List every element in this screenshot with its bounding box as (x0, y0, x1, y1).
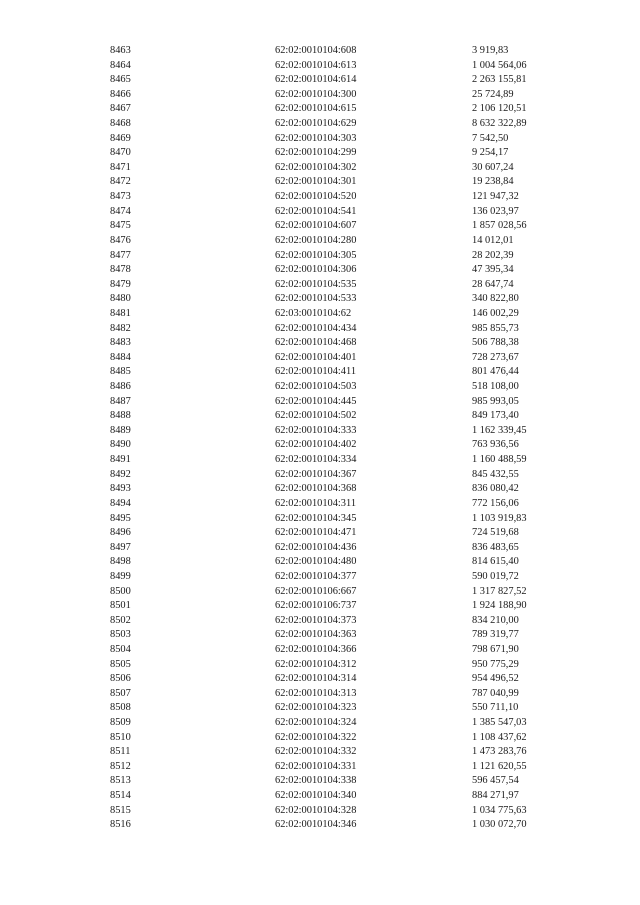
table-row (0, 438, 640, 453)
table-row (0, 102, 640, 117)
value-cell: 2 106 120,51 (472, 103, 527, 115)
cadastral-number: 62:02:0010106:667 (275, 585, 357, 597)
row-number: 8465 (110, 74, 131, 86)
table-row (0, 658, 640, 673)
value-cell: 1 317 827,52 (472, 585, 527, 597)
row-number: 8516 (110, 819, 131, 831)
value-cell: 7 542,50 (472, 132, 509, 144)
table-row (0, 44, 640, 59)
value-cell: 19 238,84 (472, 176, 514, 188)
cadastral-number: 62:02:0010104:300 (275, 88, 357, 100)
cadastral-number: 62:02:0010104:313 (275, 687, 357, 699)
cadastral-number: 62:02:0010104:436 (275, 541, 357, 553)
row-number: 8489 (110, 424, 131, 436)
table-row (0, 731, 640, 746)
row-number: 8506 (110, 673, 131, 685)
value-cell: 814 615,40 (472, 556, 519, 568)
row-number: 8466 (110, 88, 131, 100)
row-number: 8512 (110, 760, 131, 772)
value-cell: 1 034 775,63 (472, 804, 527, 816)
table-row (0, 570, 640, 585)
row-number: 8476 (110, 234, 131, 246)
row-number: 8481 (110, 307, 131, 319)
value-cell: 849 173,40 (472, 410, 519, 422)
cadastral-number: 62:02:0010104:541 (275, 205, 357, 217)
table-row (0, 132, 640, 147)
value-cell: 1 162 339,45 (472, 424, 527, 436)
row-number: 8504 (110, 643, 131, 655)
table-row (0, 278, 640, 293)
table-row (0, 146, 640, 161)
cadastral-number: 62:02:0010104:324 (275, 717, 357, 729)
table-row (0, 804, 640, 819)
data-table (0, 44, 640, 833)
table-row (0, 628, 640, 643)
table-row (0, 292, 640, 307)
value-cell: 590 019,72 (472, 570, 519, 582)
cadastral-number: 62:02:0010104:533 (275, 293, 357, 305)
row-number: 8477 (110, 249, 131, 261)
cadastral-number: 62:02:0010104:323 (275, 702, 357, 714)
table-row (0, 672, 640, 687)
row-number: 8474 (110, 205, 131, 217)
table-row (0, 263, 640, 278)
value-cell: 28 202,39 (472, 249, 514, 261)
value-cell: 1 924 188,90 (472, 600, 527, 612)
row-number: 8470 (110, 147, 131, 159)
table-row (0, 701, 640, 716)
row-number: 8486 (110, 381, 131, 393)
table-row (0, 395, 640, 410)
value-cell: 1 857 028,56 (472, 220, 527, 232)
table-row (0, 249, 640, 264)
value-cell: 836 080,42 (472, 483, 519, 495)
table-row (0, 307, 640, 322)
cadastral-number: 62:02:0010104:468 (275, 337, 357, 349)
row-number: 8464 (110, 59, 131, 71)
row-number: 8473 (110, 191, 131, 203)
table-row (0, 190, 640, 205)
row-number: 8511 (110, 746, 131, 758)
value-cell: 884 271,97 (472, 790, 519, 802)
row-number: 8493 (110, 483, 131, 495)
row-number: 8471 (110, 161, 131, 173)
cadastral-number: 62:02:0010104:401 (275, 351, 357, 363)
value-cell: 1 030 072,70 (472, 819, 527, 831)
cadastral-number: 62:02:0010104:346 (275, 819, 357, 831)
row-number: 8513 (110, 775, 131, 787)
value-cell: 2 263 155,81 (472, 74, 527, 86)
value-cell: 506 788,38 (472, 337, 519, 349)
row-number: 8478 (110, 264, 131, 276)
row-number: 8498 (110, 556, 131, 568)
row-number: 8479 (110, 278, 131, 290)
table-row (0, 365, 640, 380)
row-number: 8515 (110, 804, 131, 816)
table-row (0, 424, 640, 439)
row-number: 8495 (110, 512, 131, 524)
table-row (0, 482, 640, 497)
value-cell: 1 473 283,76 (472, 746, 527, 758)
cadastral-number: 62:02:0010104:607 (275, 220, 357, 232)
row-number: 8468 (110, 118, 131, 130)
value-cell: 789 319,77 (472, 629, 519, 641)
table-row (0, 512, 640, 527)
cadastral-number: 62:02:0010104:328 (275, 804, 357, 816)
cadastral-number: 62:02:0010104:502 (275, 410, 357, 422)
cadastral-number: 62:02:0010104:434 (275, 322, 357, 334)
cadastral-number: 62:02:0010104:340 (275, 790, 357, 802)
value-cell: 340 822,80 (472, 293, 519, 305)
row-number: 8507 (110, 687, 131, 699)
table-row (0, 88, 640, 103)
value-cell: 1 385 547,03 (472, 717, 527, 729)
row-number: 8503 (110, 629, 131, 641)
cadastral-number: 62:02:0010104:280 (275, 234, 357, 246)
cadastral-number: 62:02:0010104:615 (275, 103, 357, 115)
value-cell: 787 040,99 (472, 687, 519, 699)
row-number: 8501 (110, 600, 131, 612)
cadastral-number: 62:02:0010104:402 (275, 439, 357, 451)
cadastral-number: 62:02:0010104:314 (275, 673, 357, 685)
cadastral-number: 62:02:0010104:471 (275, 527, 357, 539)
row-number: 8496 (110, 527, 131, 539)
row-number: 8490 (110, 439, 131, 451)
cadastral-number: 62:02:0010104:445 (275, 395, 357, 407)
value-cell: 596 457,54 (472, 775, 519, 787)
value-cell: 25 724,89 (472, 88, 514, 100)
cadastral-number: 62:02:0010104:322 (275, 731, 357, 743)
table-row (0, 643, 640, 658)
cadastral-number: 62:02:0010104:331 (275, 760, 357, 772)
row-number: 8502 (110, 614, 131, 626)
value-cell: 1 121 620,55 (472, 760, 527, 772)
table-row (0, 453, 640, 468)
cadastral-number: 62:02:0010106:737 (275, 600, 357, 612)
row-number: 8508 (110, 702, 131, 714)
table-row (0, 351, 640, 366)
cadastral-number: 62:02:0010104:305 (275, 249, 357, 261)
value-cell: 28 647,74 (472, 278, 514, 290)
cadastral-number: 62:02:0010104:629 (275, 118, 357, 130)
cadastral-number: 62:02:0010104:312 (275, 658, 357, 670)
cadastral-number: 62:02:0010104:366 (275, 643, 357, 655)
table-row (0, 117, 640, 132)
value-cell: 724 519,68 (472, 527, 519, 539)
cadastral-number: 62:02:0010104:367 (275, 468, 357, 480)
cadastral-number: 62:02:0010104:306 (275, 264, 357, 276)
value-cell: 1 004 564,06 (472, 59, 527, 71)
row-number: 8500 (110, 585, 131, 597)
cadastral-number: 62:02:0010104:303 (275, 132, 357, 144)
row-number: 8494 (110, 497, 131, 509)
table-row (0, 497, 640, 512)
cadastral-number: 62:02:0010104:480 (275, 556, 357, 568)
cadastral-number: 62:02:0010104:299 (275, 147, 357, 159)
table-row (0, 745, 640, 760)
table-row (0, 380, 640, 395)
value-cell: 845 432,55 (472, 468, 519, 480)
row-number: 8505 (110, 658, 131, 670)
value-cell: 772 156,06 (472, 497, 519, 509)
table-row (0, 219, 640, 234)
value-cell: 836 483,65 (472, 541, 519, 553)
cadastral-number: 62:02:0010104:535 (275, 278, 357, 290)
cadastral-number: 62:02:0010104:608 (275, 45, 357, 56)
row-number: 8497 (110, 541, 131, 553)
value-cell: 136 023,97 (472, 205, 519, 217)
cadastral-number: 62:02:0010104:334 (275, 454, 357, 466)
row-number: 8472 (110, 176, 131, 188)
cadastral-number: 62:02:0010104:368 (275, 483, 357, 495)
value-cell: 47 395,34 (472, 264, 514, 276)
value-cell: 518 108,00 (472, 381, 519, 393)
table-row (0, 336, 640, 351)
table-row (0, 161, 640, 176)
row-number: 8514 (110, 790, 131, 802)
value-cell: 801 476,44 (472, 366, 519, 378)
row-number: 8483 (110, 337, 131, 349)
table-row (0, 774, 640, 789)
value-cell: 30 607,24 (472, 161, 514, 173)
row-number: 8487 (110, 395, 131, 407)
value-cell: 550 711,10 (472, 702, 519, 714)
table-row (0, 526, 640, 541)
cadastral-number: 62:02:0010104:411 (275, 366, 357, 378)
row-number: 8491 (110, 454, 131, 466)
row-number: 8475 (110, 220, 131, 232)
value-cell: 763 936,56 (472, 439, 519, 451)
value-cell: 985 993,05 (472, 395, 519, 407)
cadastral-number: 62:03:0010104:62 (275, 307, 352, 319)
value-cell: 1 160 488,59 (472, 454, 527, 466)
table-row (0, 409, 640, 424)
cadastral-number: 62:02:0010104:363 (275, 629, 357, 641)
cadastral-number: 62:02:0010104:373 (275, 614, 357, 626)
value-cell: 985 855,73 (472, 322, 519, 334)
cadastral-number: 62:02:0010104:503 (275, 381, 357, 393)
table-row (0, 205, 640, 220)
table-row (0, 322, 640, 337)
cadastral-number: 62:02:0010104:302 (275, 161, 357, 173)
table-row (0, 541, 640, 556)
row-number: 8499 (110, 570, 131, 582)
value-cell: 728 273,67 (472, 351, 519, 363)
row-number: 8509 (110, 717, 131, 729)
value-cell: 3 919,83 (472, 45, 509, 56)
table-row (0, 789, 640, 804)
table-row (0, 716, 640, 731)
table-row (0, 234, 640, 249)
table-row (0, 818, 640, 833)
row-number: 8510 (110, 731, 131, 743)
value-cell: 1 108 437,62 (472, 731, 527, 743)
value-cell: 146 002,29 (472, 307, 519, 319)
row-number: 8469 (110, 132, 131, 144)
cadastral-number: 62:02:0010104:520 (275, 191, 357, 203)
cadastral-number: 62:02:0010104:613 (275, 59, 357, 71)
value-cell: 1 103 919,83 (472, 512, 527, 524)
table-row (0, 614, 640, 629)
cadastral-number: 62:02:0010104:333 (275, 424, 357, 436)
table-row (0, 73, 640, 88)
table-row (0, 687, 640, 702)
cadastral-number: 62:02:0010104:338 (275, 775, 357, 787)
table-row (0, 599, 640, 614)
value-cell: 121 947,32 (472, 191, 519, 203)
value-cell: 950 775,29 (472, 658, 519, 670)
cadastral-number: 62:02:0010104:345 (275, 512, 357, 524)
row-number: 8467 (110, 103, 131, 115)
table-row (0, 555, 640, 570)
value-cell: 9 254,17 (472, 147, 509, 159)
value-cell: 798 671,90 (472, 643, 519, 655)
value-cell: 954 496,52 (472, 673, 519, 685)
row-number: 8485 (110, 366, 131, 378)
row-number: 8482 (110, 322, 131, 334)
table-row (0, 468, 640, 483)
cadastral-number: 62:02:0010104:311 (275, 497, 357, 509)
cadastral-number: 62:02:0010104:332 (275, 746, 357, 758)
row-number: 8463 (110, 45, 131, 56)
row-number: 8488 (110, 410, 131, 422)
table-row (0, 760, 640, 775)
table-row (0, 175, 640, 190)
value-cell: 834 210,00 (472, 614, 519, 626)
row-number: 8484 (110, 351, 131, 363)
row-number: 8492 (110, 468, 131, 480)
table-row (0, 585, 640, 600)
cadastral-number: 62:02:0010104:301 (275, 176, 357, 188)
cadastral-number: 62:02:0010104:614 (275, 74, 357, 86)
cadastral-number: 62:02:0010104:377 (275, 570, 357, 582)
value-cell: 8 632 322,89 (472, 118, 527, 130)
value-cell: 14 012,01 (472, 234, 514, 246)
row-number: 8480 (110, 293, 131, 305)
table-row (0, 59, 640, 74)
